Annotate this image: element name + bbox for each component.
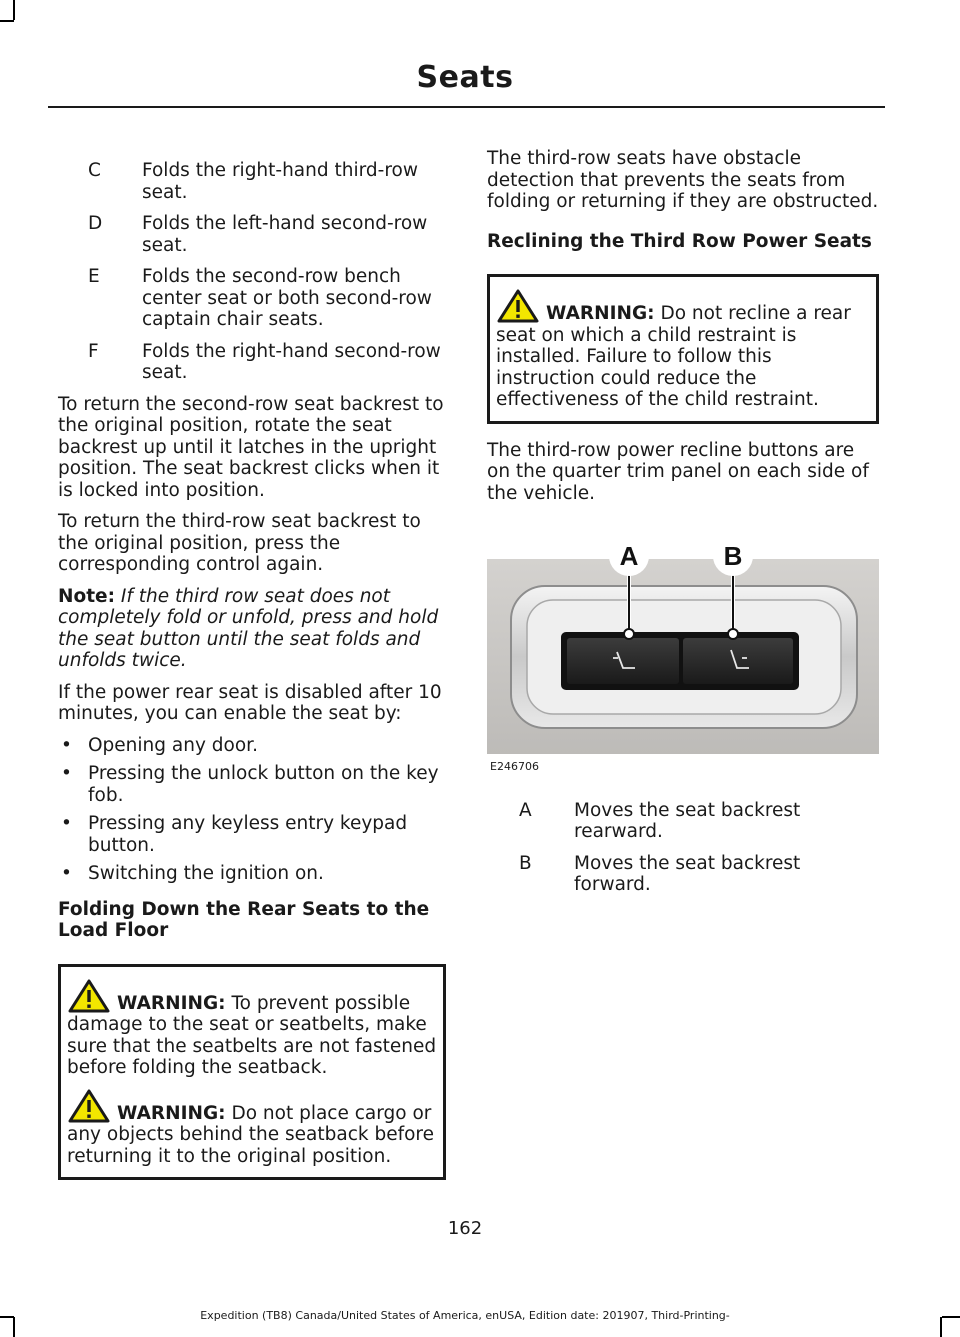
definition-list (58, 160, 446, 384)
list-item (58, 813, 446, 856)
crop-mark (13, 0, 15, 20)
warning-label: WARNING: (546, 303, 655, 324)
definition-row (58, 160, 446, 203)
warning-text: Do not place cargo or any objects behind the seatback before returning it to the original position. (67, 1102, 434, 1167)
warning-label: WARNING: (117, 992, 226, 1014)
warning-text: To prevent possible damage to the seat or seatbelts, make sure that the seatbelts are not fastened before folding the seatback. (67, 992, 437, 1078)
warning-box (487, 274, 879, 424)
callout-b-label: B (723, 541, 743, 571)
list-item-text: Opening any door. (88, 734, 258, 756)
recline-buttons-photo (487, 524, 879, 754)
warning-triangle-icon (67, 979, 111, 1013)
note-label: Note: (58, 585, 115, 607)
warning-text: Do not recline a rear seat on which a child restraint is installed. Failure to follow this instruction could reduce the effectiveness of the child restraint. (496, 303, 851, 410)
note (58, 586, 446, 672)
definition-letter: F (88, 340, 99, 362)
bullet-glyph: • (61, 863, 72, 884)
definition-letter: D (88, 213, 103, 234)
callout-point (624, 629, 634, 639)
list-item-text: Switching the ignition on. (88, 863, 324, 884)
definition-text: Folds the right-hand third-row seat. (142, 160, 418, 203)
callout-a-label: A (619, 541, 639, 571)
crop-mark (940, 1317, 942, 1337)
definition-text: Folds the right-hand second-row seat. (142, 340, 441, 383)
definition-text: Folds the second-row bench center seat or both second-row captain chair seats. (142, 266, 432, 330)
definition-text: Moves the seat backrest rearward. (574, 799, 801, 842)
warning-triangle-icon (67, 1089, 111, 1123)
crop-mark (942, 1316, 960, 1318)
recline-forward-button (683, 638, 793, 684)
definition-letter: A (519, 799, 532, 821)
page-title: Seats (416, 60, 514, 95)
crop-mark (0, 20, 14, 22)
header-divider (48, 106, 885, 108)
definition-row (58, 213, 446, 256)
warning-triangle-icon (496, 289, 540, 323)
warning (67, 1089, 437, 1168)
right-column (487, 148, 879, 906)
warning-box (58, 964, 446, 1181)
paragraph: If the power rear seat is disabled after 10 minutes, you can enable the seat by: (58, 681, 442, 724)
bullet-glyph: • (61, 763, 72, 784)
definition-row (58, 266, 446, 331)
footer: Expedition (TB8) Canada/United States of America, enUSA, Edition date: 201907, Third-Printing- (200, 1309, 730, 1322)
section-heading: Folding Down the Rear Seats to the Load Floor (58, 898, 430, 941)
callout-point (728, 629, 738, 639)
section-heading: Reclining the Third Row Power Seats (487, 230, 872, 252)
bullet-glyph: • (61, 734, 72, 756)
warning (496, 289, 870, 411)
list-item (58, 763, 446, 806)
definition-text: Folds the left-hand second-row seat. (142, 213, 428, 256)
definition-text: Moves the seat backrest forward. (574, 852, 801, 895)
left-column (58, 160, 446, 1180)
note-text: If the third row seat does not completely fold or unfold, press and hold the seat button until the seat folds and unfolds twice. (58, 585, 439, 671)
list-item-text: Pressing any keyless entry keypad button. (88, 813, 408, 856)
definition-list (487, 800, 879, 896)
definition-letter: B (519, 852, 532, 874)
warning (67, 979, 437, 1079)
figure-code: E246706 (490, 760, 539, 773)
bullet-list (58, 735, 446, 885)
definition-row (58, 341, 446, 384)
definition-row (487, 800, 879, 843)
recline-rearward-button (567, 638, 679, 684)
recline-buttons-illustration (487, 524, 879, 754)
paragraph: The third-row power recline buttons are on the quarter trim panel on each side of the vehicle. (487, 439, 869, 504)
definition-letter: E (88, 266, 100, 287)
warning-label: WARNING: (117, 1102, 226, 1124)
list-item (58, 863, 446, 885)
bullet-glyph: • (61, 813, 72, 834)
paragraph: To return the second-row seat backrest to the original position, rotate the seat backrest up until it latches in the upright position. The seat backrest clicks when it is locked into position. (58, 393, 444, 501)
paragraph: The third-row seats have obstacle detection that prevents the seats from folding or returning if they are obstructed. (487, 148, 879, 212)
list-item (58, 735, 446, 757)
definition-letter: C (88, 160, 101, 181)
definition-row (487, 853, 879, 896)
paragraph: To return the third-row seat backrest to the original position, press the corresponding control again. (58, 511, 421, 575)
page-number: 162 (447, 1218, 483, 1239)
list-item-text: Pressing the unlock button on the key fob. (88, 763, 439, 806)
